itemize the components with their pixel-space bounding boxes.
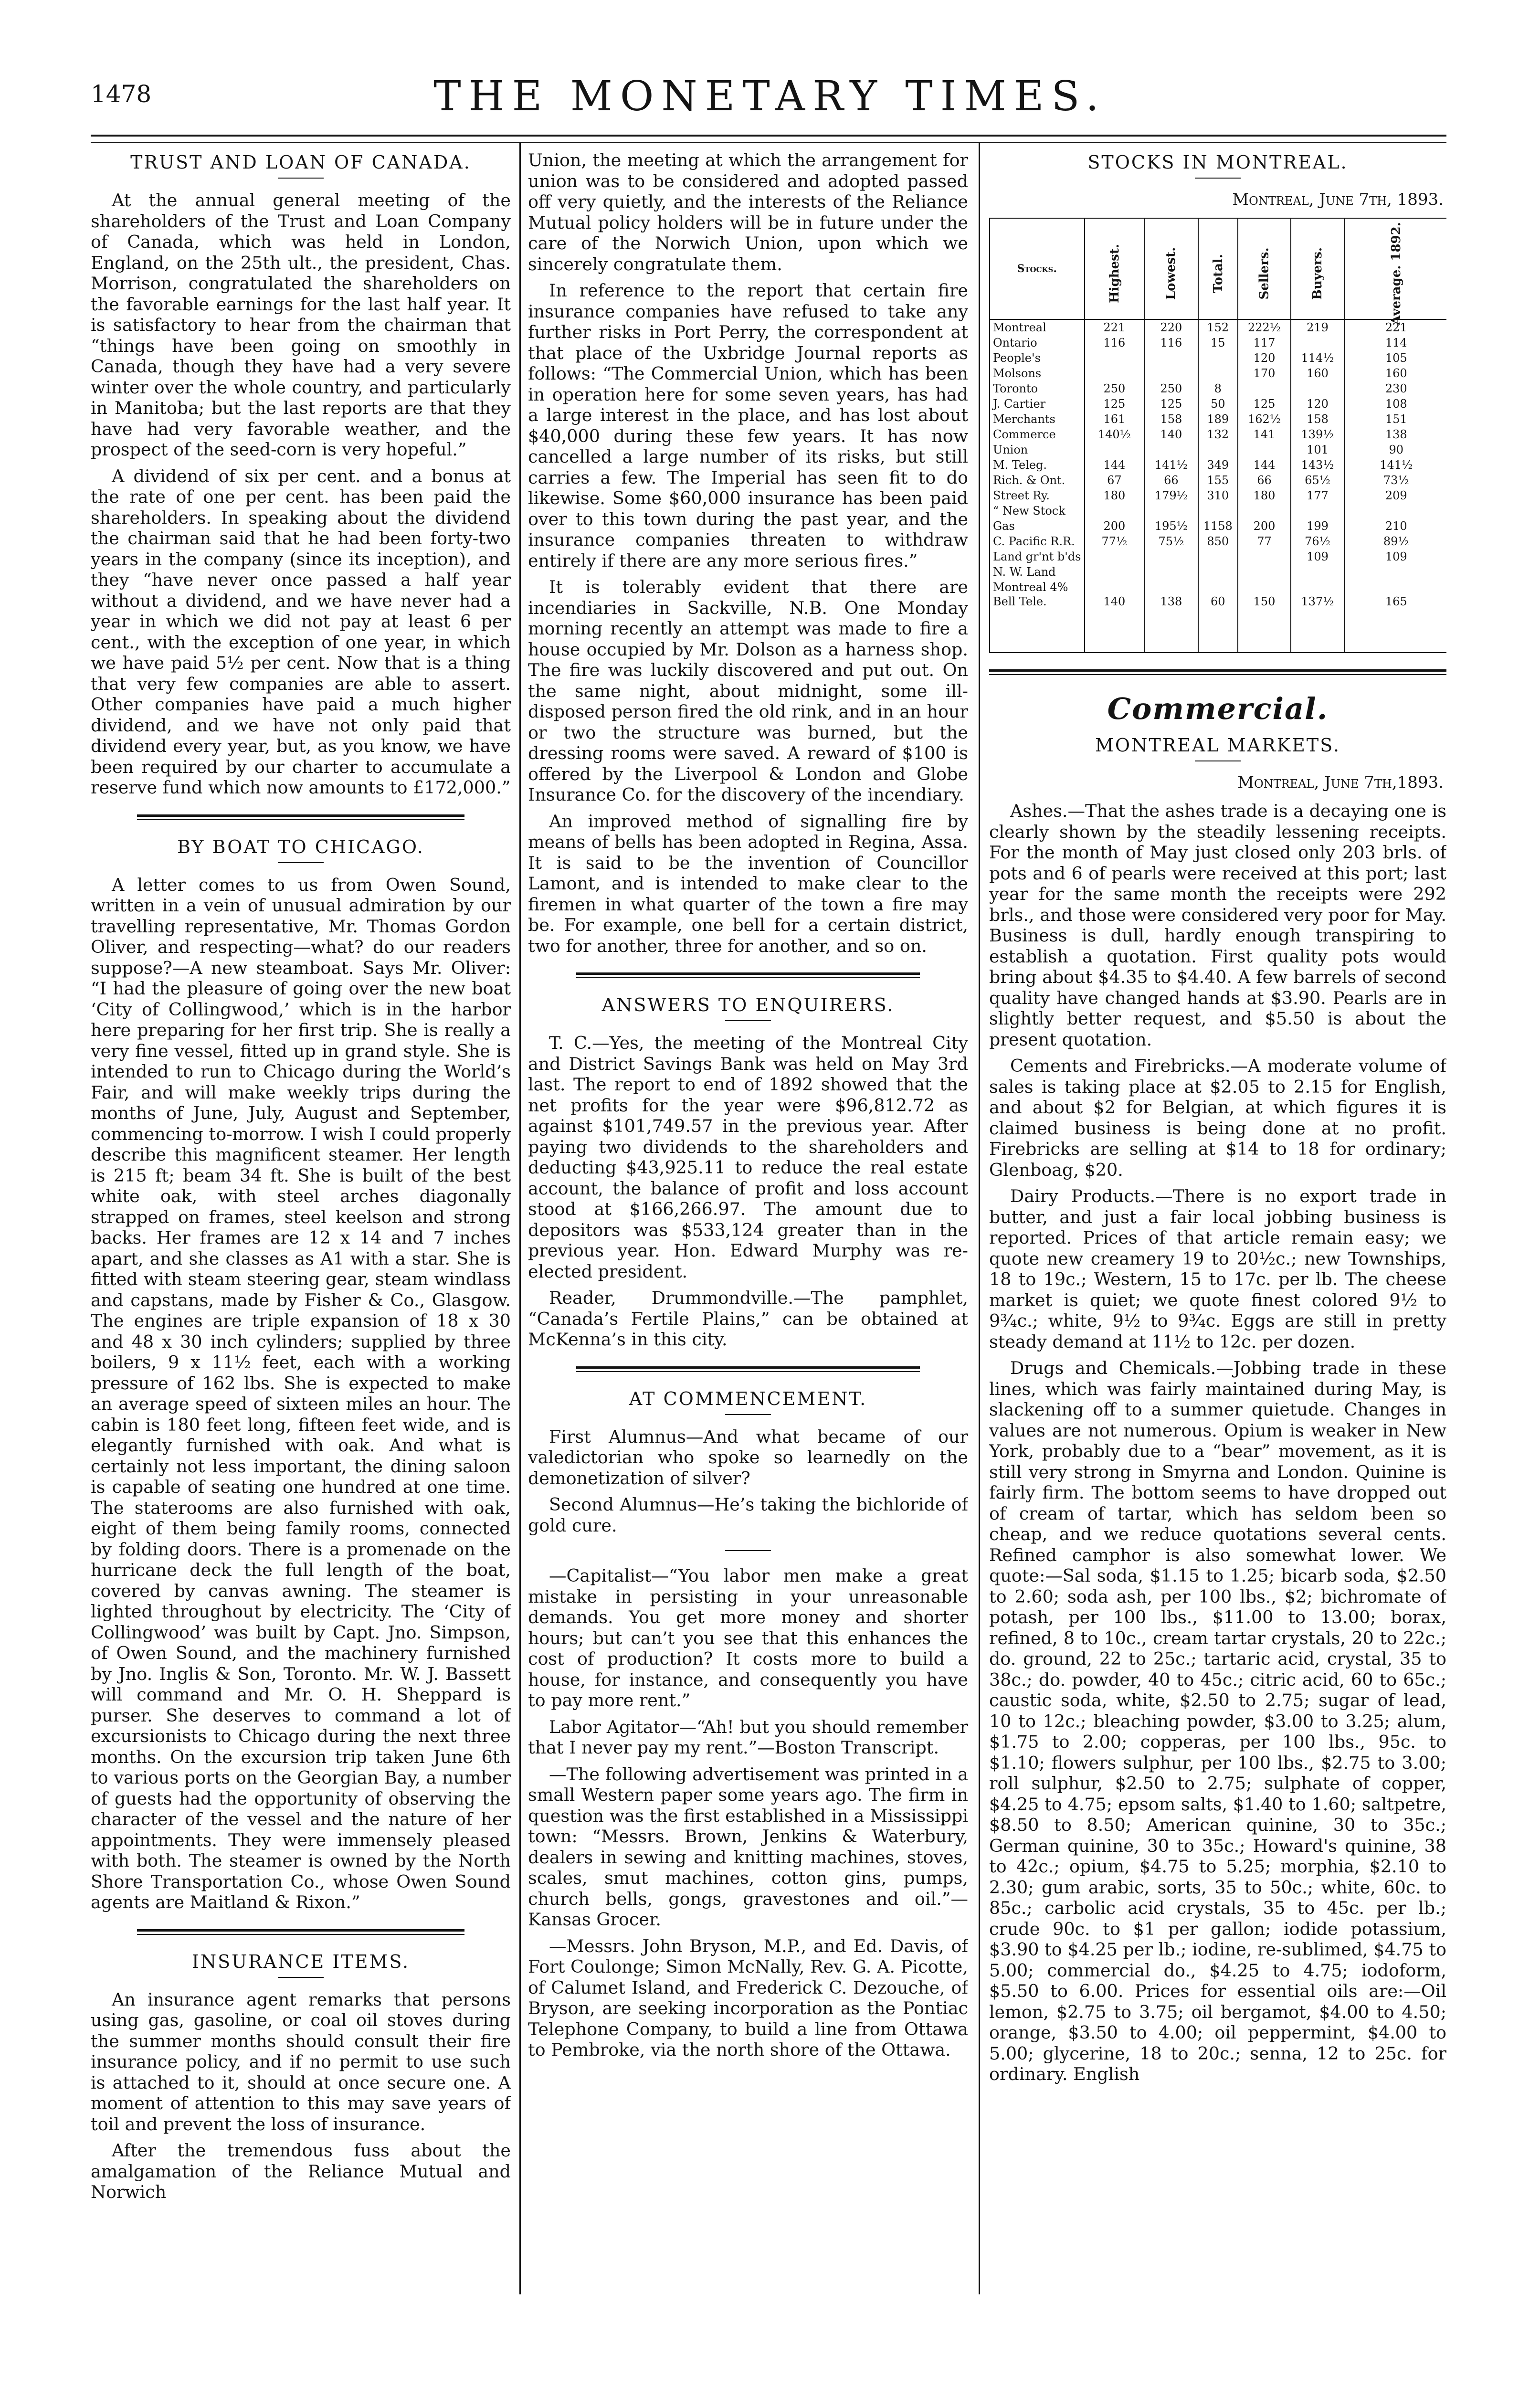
stock-value-cell: [1198, 442, 1238, 457]
stock-value-cell: 199: [1291, 518, 1344, 534]
article-paragraph: At the annual general meeting of the shareholders of the Trust and Loan Company of Canada, which was held in London, England, on the 25th ult., the president, Chas. Morrison, congratulated the shareholders on the favorable earnings for the last half year. It is satisfactory to hear from the chairman that “things have been going on smoothly in Canada, though they have had a very severe winter over the whole country, and particularly in Manitoba; but the last reports are that they have had very favorable weather, and the prospect of the seed-corn is very hopeful.”: [91, 190, 511, 460]
stock-name-cell: N. W. Land: [990, 564, 1085, 580]
stock-value-cell: 160: [1344, 366, 1446, 381]
stock-value-cell: [1085, 366, 1145, 381]
stock-value-cell: 200: [1238, 518, 1291, 534]
stocks-header-cell: [1238, 218, 1291, 319]
stock-value-cell: [1085, 350, 1145, 366]
stocks-table-body: [990, 319, 1446, 653]
article-paragraph: Labor Agitator—“Ah! but you should remember that I never pay my rent.”—Boston Transcript.: [528, 1716, 968, 1758]
stock-value-cell: [1238, 564, 1291, 580]
stock-value-cell: 67: [1085, 473, 1145, 488]
stock-name-cell: Street Ry.: [990, 488, 1085, 503]
stock-value-cell: 125: [1238, 396, 1291, 412]
stocks-header-cell: [1291, 218, 1344, 319]
title-rule: [278, 178, 324, 179]
stock-value-cell: [1291, 580, 1344, 595]
stock-value-cell: [1144, 366, 1198, 381]
stock-value-cell: 138: [1344, 427, 1446, 442]
title-rule: [278, 862, 324, 863]
stock-value-cell: [1291, 503, 1344, 518]
stock-value-cell: 180: [1085, 488, 1145, 503]
stock-value-cell: 220: [1144, 319, 1198, 335]
stock-value-cell: 116: [1085, 335, 1145, 350]
stock-value-cell: 140½: [1085, 427, 1145, 442]
stock-value-cell: 143½: [1291, 457, 1344, 473]
article-title: TRUST AND LOAN OF CANADA.: [130, 152, 471, 173]
table-row: [990, 381, 1446, 396]
table-row: [990, 549, 1446, 564]
stock-name-cell: Montreal: [990, 319, 1085, 335]
stocks-header-cell: [1085, 218, 1145, 319]
stock-name-cell: Union: [990, 442, 1085, 457]
stock-value-cell: 137½: [1291, 595, 1344, 653]
stock-value-cell: 141: [1238, 427, 1291, 442]
stock-value-cell: 151: [1344, 412, 1446, 427]
table-row: [990, 396, 1446, 412]
table-row: [990, 503, 1446, 518]
table-row: [990, 488, 1446, 503]
table-row: [990, 319, 1446, 335]
markets-dateline: Montreal, June 7th,1893.: [1237, 773, 1444, 792]
stocks-header-cell: Stocks.: [990, 218, 1085, 319]
market-paragraph: Drugs and Chemicals.—Jobbing trade in these lines, which was fairly maintained during May, is slackening off to a summer quietude. Changes in values are not numerous. Opium is weaker in New York, probably due to a “bear” movement, as it is still very strong in Smyrna and London. Quinine is fairly firm. The bottom seems to have dropped out of cream of tartar, which has seldom been so cheap, and we reduce quotations several cents. Refined camphor is also somewhat lower. We quote:—Sal soda, $1.15 to 1.25; bicarb soda, $2.50 to 2.60; soda ash, per 100 lbs., $2; bichromate of potash, per 100 lbs., $11.00 to 13.00; borax, refined, 8 to 10c., cream tartar crystals, 20 to 22c.; do. ground, 22 to 25c.; tartaric acid, crystal, 35 to 38c.; do. powder, 40 to 45c.; citric acid, 60 to 65c.; caustic soda, white, $2.50 to 2.75; sugar of lead, 10 to 12c.; bleaching powder, $3.00 to 3.25; alum, $1.75 to 2.00; copperas, per 100 lbs., 95c. to $1.10; flowers sulphur, per 100 lbs., $2.75 to 3.00; roll sulphur, $2.50 to 2.75; sulphate of copper, $4.25 to 4.75; epsom salts, $1.40 to 1.60; saltpetre, $8.50 to 8.50; American quinine, 30 to 35c.; German quinine, 30 to 35c.; Howard's quinine, 38 to 42c.; opium, $4.75 to 5.25; morphia, $2.10 to 2.30; gum arabic, sorts, 35 to 50c.; white, 60c. to 85c.; carbolic acid crystals, 35 to 45c. per lb.; crude 90c. to $1 per gallon; iodide potassium, $3.90 to $4.25 per lb.; iodine, re-sublimed, $4.75 to 5.00; commercial do., $4.25 to 4.75; iodoform, $5.50 to 6.00. Prices for essential oils are:—Oil lemon, $2.75 to 3.75; oil bergamot, $4.00 to 4.50; orange, $3.50 to 4.00; oil peppermint, $4.00 to 5.00; glycerine, 18 to 20c.; senna, 12 to 25c. for ordinary. English: [989, 1358, 1446, 2084]
stock-value-cell: 141½: [1144, 457, 1198, 473]
section-separator: [137, 1929, 464, 1935]
stock-value-cell: 210: [1344, 518, 1446, 534]
stock-value-cell: 152: [1198, 319, 1238, 335]
stock-name-cell: M. Teleg.: [990, 457, 1085, 473]
stock-value-cell: 189: [1198, 412, 1238, 427]
stock-value-cell: 219: [1291, 319, 1344, 335]
stocks-header-label: Buyers.: [1310, 247, 1325, 300]
table-row: [990, 473, 1446, 488]
table-row: [990, 595, 1446, 653]
stock-value-cell: 195½: [1144, 518, 1198, 534]
stocks-header-label: Total.: [1211, 254, 1225, 293]
article-paragraph: First Alumnus—And what became of our valedictorian who spoke so learnedly on the demonetization of silver?: [528, 1426, 968, 1489]
stock-value-cell: 160: [1291, 366, 1344, 381]
stock-value-cell: 101: [1291, 442, 1344, 457]
header-rule: [91, 135, 1446, 137]
stock-value-cell: 221: [1085, 319, 1145, 335]
page-number: 1478: [91, 80, 152, 108]
table-row: [990, 427, 1446, 442]
stock-value-cell: 8: [1198, 381, 1238, 396]
article-paragraph: In reference to the report that certain fire insurance companies have refused to take any further risks in Port Perry, the correspondent at that place of the Uxbridge Journal reports as follows: “The Commercial Union, which has been in operation here for some seven years, has had a large interest in the place, and has lost about $40,000 during these few years. It has now cancelled a large number of its risks, but still carries a few. The Imperial has seen fit to do likewise. Some $60,000 insurance has been paid over to this town during the past year, and the insurance companies threaten to withdraw entirely if there are any more serious fires.”: [528, 280, 968, 571]
stock-value-cell: [1144, 442, 1198, 457]
stock-value-cell: [1198, 549, 1238, 564]
column-right: [989, 143, 1446, 2292]
stock-value-cell: 105: [1344, 350, 1446, 366]
stock-value-cell: 60: [1198, 595, 1238, 653]
stock-value-cell: 66: [1144, 473, 1198, 488]
stock-value-cell: [1198, 580, 1238, 595]
stock-value-cell: [1144, 503, 1198, 518]
stocks-header-label: Lowest.: [1164, 247, 1179, 300]
stock-value-cell: 138: [1144, 595, 1198, 653]
stock-name-cell: Merchants: [990, 412, 1085, 427]
stock-value-cell: 209: [1344, 488, 1446, 503]
stock-value-cell: [1291, 564, 1344, 580]
stock-name-cell: Commerce: [990, 427, 1085, 442]
stock-value-cell: 180: [1238, 488, 1291, 503]
stock-value-cell: [1085, 503, 1145, 518]
stock-value-cell: 77½: [1085, 534, 1145, 549]
stock-value-cell: 161: [1085, 412, 1145, 427]
article-paragraph: A dividend of six per cent. and a bonus at the rate of one per cent. has been paid the shareholders. In speaking about the dividend the chairman said that he had been forty-two years in the company (since its inception), and they “have never once passed a half year without a dividend, and we have never had a year in which we did not pay at least 6 per cent., with the exception of one year, in which we have paid 5½ per cent. Now that is a thing that very few companies are able to assert. Other companies have paid a much higher dividend, and we have not only paid that dividend every year, but, as you know, we have been required by our charter to accumulate a reserve fund which now amounts to £172,000.”: [91, 465, 511, 798]
stock-value-cell: 77: [1238, 534, 1291, 549]
stock-value-cell: 109: [1344, 549, 1446, 564]
article-paragraph: Second Alumnus—He’s taking the bichloride of gold cure.: [528, 1494, 968, 1536]
stock-value-cell: [1198, 503, 1238, 518]
table-row: [990, 457, 1446, 473]
stock-value-cell: 75½: [1144, 534, 1198, 549]
stock-value-cell: [1198, 564, 1238, 580]
stock-name-cell: Toronto: [990, 381, 1085, 396]
stock-value-cell: [1144, 549, 1198, 564]
stock-value-cell: [1085, 580, 1145, 595]
section-separator: [989, 669, 1446, 675]
stocks-header-label: Sellers.: [1257, 247, 1272, 300]
stock-value-cell: 66: [1238, 473, 1291, 488]
stocks-header-cell: [1144, 218, 1198, 319]
stock-value-cell: 250: [1144, 381, 1198, 396]
table-row: [990, 580, 1446, 595]
article-paragraph: An insurance agent remarks that persons using gas, gasoline, or coal oil stoves during the summer months should consult their fire insurance policy, and if no permit to use such is attached to it, should at once secure one. A moment of attention to this may save years of toil and prevent the loss of insurance.: [91, 1989, 511, 2134]
stock-name-cell: J. Cartier: [990, 396, 1085, 412]
stock-value-cell: 120: [1291, 396, 1344, 412]
stock-value-cell: [1144, 564, 1198, 580]
markets-title: MONTREAL MARKETS.: [1095, 735, 1340, 756]
stock-value-cell: 114: [1344, 335, 1446, 350]
table-row: [990, 534, 1446, 549]
stock-value-cell: 125: [1085, 396, 1145, 412]
stock-value-cell: 132: [1198, 427, 1238, 442]
stock-value-cell: 73½: [1344, 473, 1446, 488]
article-paragraph: Reader, Drummondville.—The pamphlet, “Canada’s Fertile Plains,” can be obtained at McKenna’s in this city.: [528, 1288, 968, 1350]
stock-name-cell: Ontario: [990, 335, 1085, 350]
column-divider: [979, 143, 980, 2294]
title-rule: [1195, 178, 1241, 179]
stock-value-cell: [1344, 503, 1446, 518]
stock-value-cell: [1144, 580, 1198, 595]
stock-value-cell: [1198, 366, 1238, 381]
stock-value-cell: [1238, 580, 1291, 595]
article-paragraph: Union, the meeting at which the arrangement for union was to be considered and adopted passed off very quietly, and the interests of the Reliance Mutual policy holders will be in future under the care of the Norwich Union, upon which we sincerely congratulate them.: [528, 150, 968, 275]
stock-value-cell: 155: [1198, 473, 1238, 488]
stock-value-cell: 349: [1198, 457, 1238, 473]
item-rule: [725, 1550, 771, 1551]
stock-name-cell: Montreal 4%: [990, 580, 1085, 595]
article-title: ANSWERS TO ENQUIRERS.: [601, 994, 895, 1015]
stock-value-cell: 114½: [1291, 350, 1344, 366]
stock-value-cell: 90: [1344, 442, 1446, 457]
stock-value-cell: 200: [1085, 518, 1145, 534]
stock-value-cell: 144: [1238, 457, 1291, 473]
stock-value-cell: 170: [1238, 366, 1291, 381]
stock-value-cell: 221: [1344, 319, 1446, 335]
stock-value-cell: [1291, 381, 1344, 396]
table-row: [990, 564, 1446, 580]
stock-value-cell: [1238, 381, 1291, 396]
stock-value-cell: 140: [1085, 595, 1145, 653]
stock-name-cell: Gas: [990, 518, 1085, 534]
stock-value-cell: [1085, 549, 1145, 564]
commercial-heading: Commercial.: [1107, 691, 1329, 726]
stock-value-cell: 222½: [1238, 319, 1291, 335]
title-rule: [725, 1414, 771, 1415]
article-paragraph: It is tolerably evident that there are incendiaries in Sackville, N.B. One Monday morning recently an attempt was made to fire a house occupied by Mr. Dolson as a harness shop. The fire was luckily discovered and put out. On the same night, about midnight, some ill-disposed person fired the old rink, and in an hour or two the structure was burned, but the dressing rooms were saved. A reward of $100 is offered by the Liverpool & London and Globe Insurance Co. for the discovery of the incendiary.: [528, 577, 968, 805]
stocks-title: STOCKS IN MONTREAL.: [1087, 152, 1348, 173]
stock-value-cell: 140: [1144, 427, 1198, 442]
market-paragraph: Ashes.—That the ashes trade is a decaying one is clearly shown by the steadily lessening receipts. For the month of May just closed only 203 brls. of pots and 6 of pearls were received at this port; last year for the same month the receipts were 292 brls., and those were considered very poor for May. Business is dull, hardly enough transpiring to establish a quotation. First quality pots would bring about $4.35 to $4.40. A few barrels of second quality have changed hands at $3.90. Pearls are in slightly better request, and $5.50 is about the present quotation.: [989, 801, 1446, 1050]
stock-value-cell: 230: [1344, 381, 1446, 396]
stock-value-cell: 139½: [1291, 427, 1344, 442]
stock-value-cell: 179½: [1144, 488, 1198, 503]
stocks-header-cell: [1344, 218, 1446, 325]
stock-name-cell: Rich. & Ont.: [990, 473, 1085, 488]
article-title: AT COMMENCEMENT.: [629, 1388, 867, 1409]
stock-value-cell: [1238, 503, 1291, 518]
stock-value-cell: 158: [1144, 412, 1198, 427]
stock-value-cell: 250: [1085, 381, 1145, 396]
stock-value-cell: 144: [1085, 457, 1145, 473]
stock-value-cell: [1238, 549, 1291, 564]
stock-value-cell: 117: [1238, 335, 1291, 350]
stock-value-cell: 125: [1144, 396, 1198, 412]
masthead-title: THE MONETARY TIMES.: [433, 73, 1107, 120]
stocks-header-row: [990, 218, 1446, 319]
title-rule: [725, 1020, 771, 1021]
table-row: [990, 335, 1446, 350]
stock-value-cell: [1085, 442, 1145, 457]
stock-value-cell: [1144, 350, 1198, 366]
column-left: [91, 143, 511, 2292]
stock-name-cell: People's: [990, 350, 1085, 366]
stock-value-cell: 116: [1144, 335, 1198, 350]
stock-name-cell: Molsons: [990, 366, 1085, 381]
stock-value-cell: [1238, 442, 1291, 457]
stock-value-cell: 50: [1198, 396, 1238, 412]
title-rule: [1195, 760, 1241, 761]
stock-value-cell: [1291, 335, 1344, 350]
stocks-dateline: Montreal, June 7th, 1893.: [1232, 190, 1444, 209]
stock-name-cell: Bell Tele.: [990, 595, 1085, 653]
stocks-table: [989, 218, 1446, 653]
title-rule: [278, 1977, 324, 1978]
stock-value-cell: [1198, 350, 1238, 366]
stock-value-cell: 158: [1291, 412, 1344, 427]
table-row: [990, 350, 1446, 366]
stock-value-cell: [1344, 580, 1446, 595]
article-paragraph: —The following advertisement was printed in a small Western paper some years ago. The firm in question was the first established in a Mississippi town: “Messrs. Brown, Jenkins & Waterbury, dealers in sewing and knitting machines, stoves, scales, smut machines, cotton gins, pumps, church bells, gongs, gravestones and oil.”—Kansas Grocer.: [528, 1764, 968, 1930]
stock-value-cell: 141½: [1344, 457, 1446, 473]
article-paragraph: A letter comes to us from Owen Sound, written in a vein of unusual admiration by our travelling representative, Mr. Thomas Gordon Oliver, and respecting—what? do our readers suppose?—A new steamboat. Says Mr. Oliver: “I had the pleasure of going over the new boat ‘City of Collingwood,’ which is in the harbor here preparing for her first trip. She is really a very fine vessel, fitted up in grand style. She is intended to run to Chicago during the World’s Fair, and will make weekly trips during the months of June, July, August and September, commencing to-morrow. I wish I could properly describe this magnificent steamer. Her length is 215 ft; beam 34 ft. She is built of the best white oak, with steel arches diagonally strapped on frames, steel keelson and strong backs. Her frames are 12 x 14 and 7 inches apart, and she classes as A1 with a star. She is fitted with steam steering gear, steam windlass and capstans, made by Fisher & Co., Glasgow. The engines are triple expansion of 18 x 30 and 48 x 30 inch cylinders; supplied by three boilers, 9 x 11½ feet, each with a working pressure of 162 lbs. She is expected to make an average speed of sixteen miles an hour. The cabin is 180 feet long, fifteen feet wide, and is elegantly furnished with oak. And what is certainly not less important, the dining saloon is capable of seating one hundred at one time. The staterooms are also furnished with oak, eight of them being family rooms, connected by folding doors. There is a promenade on the hurricane deck the full length of the boat, covered by canvas awning. The steamer is lighted throughout by electricity. The ‘City of Collingwood’ was built by Capt. Jno. Simpson, of Owen Sound, and the machinery furnished by Jno. Inglis & Son, Toronto. Mr. W. J. Bassett will command and Mr. O. H. Sheppard is purser. She deserves to command a lot of excursionists to Chicago during the next three months. On the excursion trip taken June 6th to various ports on the Georgian Bay, a number of guests had the opportunity of observing the character of the vessel and the nature of her appointments. They were immensely pleased with both. The steamer is owned by the North Shore Transportation Co., whose Owen Sound agents are Maitland & Rixon.”: [91, 874, 511, 1912]
section-separator: [576, 1366, 919, 1372]
column-middle: [528, 143, 968, 2292]
table-row: [990, 366, 1446, 381]
stock-name-cell: Land gr'nt b'ds: [990, 549, 1085, 564]
stock-value-cell: 108: [1344, 396, 1446, 412]
table-row: [990, 412, 1446, 427]
stock-value-cell: 89½: [1344, 534, 1446, 549]
stock-value-cell: 162½: [1238, 412, 1291, 427]
article-paragraph: After the tremendous fuss about the amalgamation of the Reliance Mutual and Norwich: [91, 2140, 511, 2202]
table-row: [990, 518, 1446, 534]
stock-value-cell: 15: [1198, 335, 1238, 350]
article-paragraph: An improved method of signalling fire by means of bells has been adopted in Regina, Assa. It is said to be the invention of Councillor Lamont, and is intended to make clear to the firemen in what quarter of the town a fire may be. For example, one bell for a certain district, two for another, three for another, and so on.: [528, 811, 968, 956]
stock-name-cell: C. Pacific R.R.: [990, 534, 1085, 549]
stocks-header-label: Average. 1892.: [1389, 222, 1403, 325]
stock-value-cell: 150: [1238, 595, 1291, 653]
column-divider: [519, 143, 521, 2294]
market-paragraph: Dairy Products.—There is no export trade in butter, and just a fair local jobbing business is reported. Prices of that article remain easy; we quote new creamery 19 to 20½c.; new Townships, 18 to 19c.; Western, 15 to 17c. per lb. The cheese market is quiet; we quote finest colored 9½ to 9¾c.; white, 9½ to 9¾c. Eggs are still in pretty steady demand at 11½ to 12c. per dozen.: [989, 1186, 1446, 1352]
stock-value-cell: 850: [1198, 534, 1238, 549]
stock-value-cell: 310: [1198, 488, 1238, 503]
stock-value-cell: 109: [1291, 549, 1344, 564]
stock-value-cell: [1344, 564, 1446, 580]
article-title: INSURANCE ITEMS.: [191, 1951, 410, 1972]
stock-value-cell: [1085, 564, 1145, 580]
stock-value-cell: 76½: [1291, 534, 1344, 549]
article-paragraph: —Capitalist—“You labor men make a great mistake in persisting in your unreasonable demands. You get more money and shorter hours; but can’t you see that this enhances the cost of production? It costs more to build a house, for instance, and consequently you have to pay more rent.”: [528, 1565, 968, 1711]
stock-value-cell: 177: [1291, 488, 1344, 503]
article-paragraph: —Messrs. John Bryson, M.P., and Ed. Davis, of Fort Coulonge; Simon McNally, Rev. G. A. Picotte, of Calumet Island, and Frederick C. Dezouche, of Bryson, are seeking incorporation as the Pontiac Telephone Company, to build a line from Ottawa to Pembroke, via the north shore of the Ottawa.: [528, 1935, 968, 2060]
stock-name-cell: “ New Stock: [990, 503, 1085, 518]
article-paragraph: T. C.—Yes, the meeting of the Montreal City and District Savings Bank was held on May 3rd last. The report to end of 1892 showed that the net profits for the year were $96,812.72 as against $101,749.57 in the previous year. After paying two dividends to the shareholders and deducting $43,925.11 to reduce the real estate account, the balance of profit and loss account stood at $166,266.97. The amount due to depositors was $533,124 greater than in the previous year. Hon. Edward Murphy was re-elected president.: [528, 1033, 968, 1282]
article-title: BY BOAT TO CHICAGO.: [177, 836, 424, 857]
market-paragraph: Cements and Firebricks.—A moderate volume of sales is taking place at $2.05 to 2.15 for English, and about $2 for Belgian, at which figures it is claimed business is being done at no profit. Firebricks are selling at $14 to 18 for ordinary; Glenboag, $20.: [989, 1056, 1446, 1180]
stock-value-cell: 165: [1344, 595, 1446, 653]
section-separator: [137, 814, 464, 820]
stock-value-cell: 65½: [1291, 473, 1344, 488]
table-row: [990, 442, 1446, 457]
stocks-header-cell: [1198, 218, 1238, 319]
section-separator: [576, 972, 919, 978]
stocks-header-label: Highest.: [1107, 244, 1122, 303]
stock-value-cell: 1158: [1198, 518, 1238, 534]
stock-value-cell: 120: [1238, 350, 1291, 366]
